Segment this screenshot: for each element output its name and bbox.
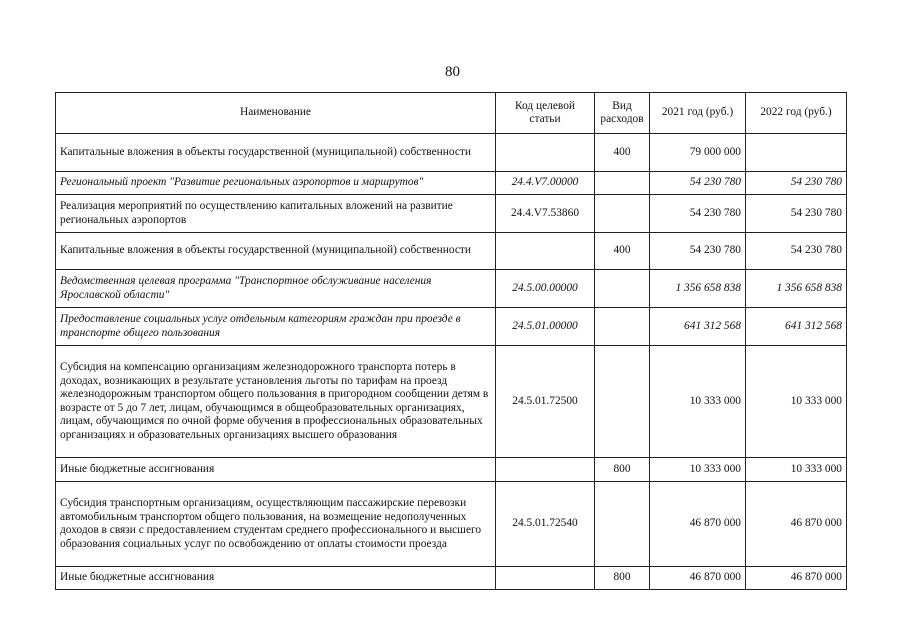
table-row (56, 458, 847, 482)
cell-code (496, 567, 595, 590)
cell-code: 24.5.01.72500 (496, 346, 595, 458)
cell-2022: 1 356 658 838 (746, 270, 847, 308)
budget-table (55, 92, 847, 590)
cell-name: Реализация мероприятий по осуществлению капитальных вложений на развитие региональных аэропортов (56, 195, 496, 233)
table-row (56, 482, 847, 567)
cell-kind: 400 (595, 233, 650, 270)
cell-2021: 10 333 000 (650, 458, 746, 482)
table-row (56, 346, 847, 458)
cell-2021: 79 000 000 (650, 134, 746, 172)
cell-2021: 10 333 000 (650, 346, 746, 458)
header-2021: 2021 год (руб.) (650, 93, 746, 134)
cell-code: 24.5.01.00000 (496, 308, 595, 346)
cell-kind (595, 172, 650, 195)
cell-2022: 10 333 000 (746, 458, 847, 482)
cell-2022 (746, 134, 847, 172)
cell-2022: 54 230 780 (746, 172, 847, 195)
cell-name: Субсидия транспортным организациям, осуществляющим пассажирские перевозки автомобильным транспортом общего пользования, на возмещение недополученных доходов в связи с предоставлением студентам среднего профессионального и высшего образования социальных услуг по освобождению от оплаты стоимости проезда (56, 482, 496, 567)
cell-name: Капитальные вложения в объекты государственной (муниципальной) собственности (56, 134, 496, 172)
table-header-row (56, 93, 847, 134)
cell-kind: 400 (595, 134, 650, 172)
cell-2021: 54 230 780 (650, 195, 746, 233)
cell-2021: 46 870 000 (650, 567, 746, 590)
cell-code: 24.5.01.72540 (496, 482, 595, 567)
cell-2022: 46 870 000 (746, 482, 847, 567)
cell-name: Ведомственная целевая программа "Транспортное обслуживание населения Ярославской области" (56, 270, 496, 308)
cell-code (496, 233, 595, 270)
table-row (56, 195, 847, 233)
cell-code: 24.4.V7.00000 (496, 172, 595, 195)
table-row (56, 172, 847, 195)
cell-kind (595, 308, 650, 346)
table-row (56, 270, 847, 308)
cell-kind (595, 346, 650, 458)
header-code: Код целевой статьи (496, 93, 595, 134)
cell-2022: 54 230 780 (746, 195, 847, 233)
cell-2021: 54 230 780 (650, 172, 746, 195)
cell-kind: 800 (595, 458, 650, 482)
table-row (56, 567, 847, 590)
header-2022: 2022 год (руб.) (746, 93, 847, 134)
header-name: Наименование (56, 93, 496, 134)
cell-2021: 54 230 780 (650, 233, 746, 270)
cell-2021: 1 356 658 838 (650, 270, 746, 308)
cell-name: Предоставление социальных услуг отдельным категориям граждан при проезде в транспорте общего пользования (56, 308, 496, 346)
cell-code (496, 458, 595, 482)
cell-2022: 641 312 568 (746, 308, 847, 346)
cell-2022: 46 870 000 (746, 567, 847, 590)
cell-code (496, 134, 595, 172)
cell-name: Капитальные вложения в объекты государственной (муниципальной) собственности (56, 233, 496, 270)
header-kind: Вид расходов (595, 93, 650, 134)
cell-name: Иные бюджетные ассигнования (56, 567, 496, 590)
page-number: 80 (445, 64, 460, 80)
cell-kind (595, 195, 650, 233)
cell-2021: 641 312 568 (650, 308, 746, 346)
cell-code: 24.4.V7.53860 (496, 195, 595, 233)
cell-name: Субсидия на компенсацию организациям железнодорожного транспорта потерь в доходах, возникающих в результате установления льготы по тарифам на проезд железнодорожным транспортом общего пользования в пригородном сообщении детям в возрасте от 5 до 7 лет, лицам, обучающимся в общеобразовательных организациях, лицам, обучающимся по очной форме обучения в профессиональных образовательных организациях и образовательных организациях высшего образования (56, 346, 496, 458)
table-row (56, 308, 847, 346)
cell-code: 24.5.00.00000 (496, 270, 595, 308)
table-row (56, 134, 847, 172)
cell-name: Иные бюджетные ассигнования (56, 458, 496, 482)
cell-kind (595, 482, 650, 567)
cell-2022: 54 230 780 (746, 233, 847, 270)
cell-2021: 46 870 000 (650, 482, 746, 567)
cell-name: Региональный проект "Развитие региональных аэропортов и маршрутов" (56, 172, 496, 195)
table-row (56, 233, 847, 270)
cell-kind (595, 270, 650, 308)
cell-2022: 10 333 000 (746, 346, 847, 458)
cell-kind: 800 (595, 567, 650, 590)
